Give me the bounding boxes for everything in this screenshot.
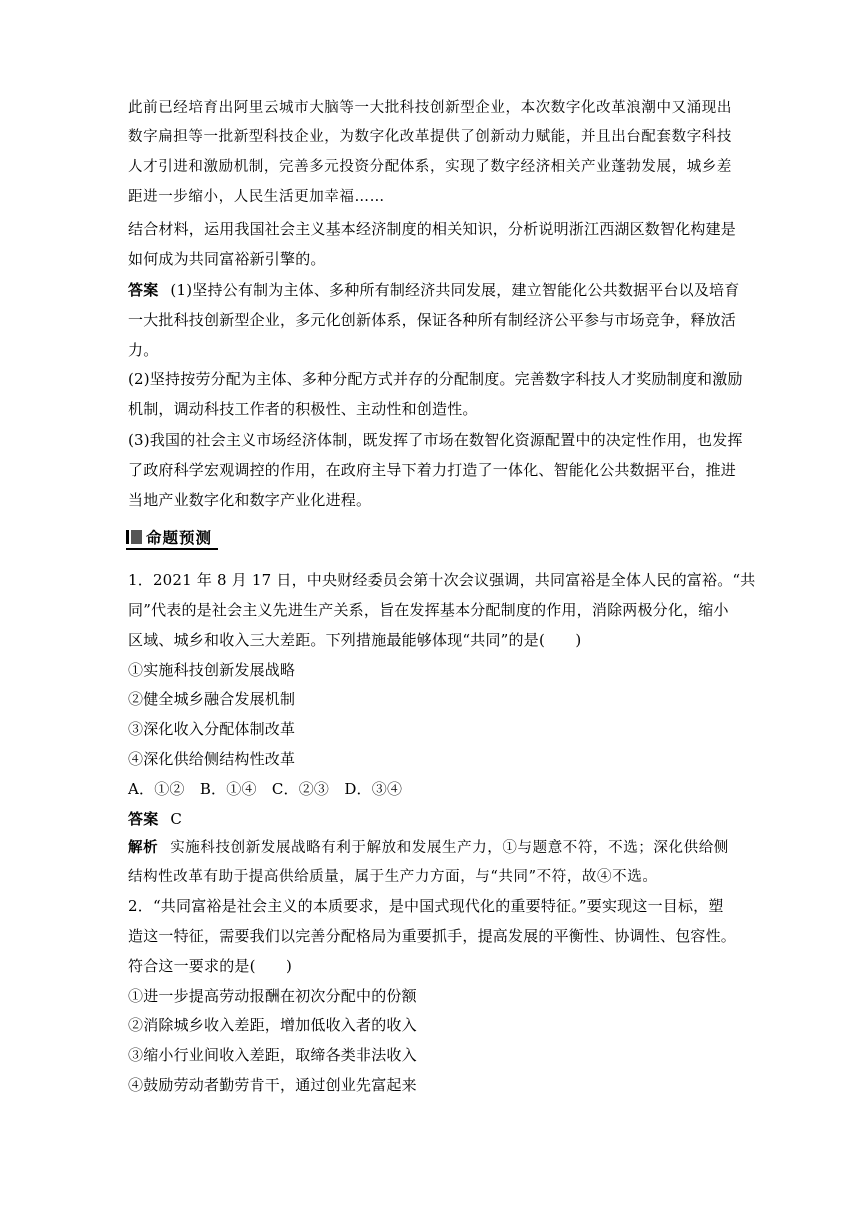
q1-option: ②健全城乡融合发展机制 [128,690,296,708]
material-line: 人才引进和激励机制，完善多元投资分配体系，实现了数字经济相关产业蓬勃发展，城乡差 [128,159,732,175]
q2-stem-line: 造这一特征，需要我们以完善分配格局为重要抓手，提高发展的平衡性、协调性、包容性。 [128,927,737,945]
question-line: 结合材料，运用我国社会主义基本经济制度的相关知识，分析说明浙江西湖区数智化构建是 [128,220,737,238]
q2-option: ④鼓励劳动者勤劳肯干，通过创业先富起来 [128,1076,417,1094]
answer-line: 机制，调动科技工作者的积极性、主动性和创造性。 [128,400,478,418]
q1-answer [128,809,182,829]
q2-option: ②消除城乡收入差距，增加低收入者的收入 [128,1016,417,1034]
question-line: 如何成为共同富裕新引擎的。 [128,250,326,268]
q1-option: ③深化收入分配体制改革 [128,720,296,738]
section-title: 命题预测 [146,529,213,547]
q1-answer-value: C [170,810,183,828]
section-header [126,526,218,550]
section-marker-icon [126,530,142,544]
q1-option: ①实施科技创新发展战略 [128,661,296,679]
answer-text: (1)坚持公有制为主体、多种所有制经济共同发展，建立智能化公共数据平台以及培育 [170,281,740,299]
answer-line: 当地产业数字化和数字产业化进程。 [128,491,372,509]
q1-analysis-label: 解析 [128,839,159,856]
material-line: 距进一步缩小，人民生活更加幸福…… [128,189,385,205]
answer-line: (2)坚持按劳分配为主体、多种分配方式并存的分配制度。完善数字科技人才奖励制度和激励 [128,370,743,388]
answer-label: 答案 [128,281,159,299]
q1-analysis [128,838,729,858]
answer-line: (3)我国的社会主义市场经济体制，既发挥了市场在数智化资源配置中的决定性作用，也发挥 [128,431,743,449]
q1-analysis-text: 实施科技创新发展战略有利于解放和发展生产力，①与题意不符，不选；深化供给侧 [170,840,729,856]
answer-line: 了政府科学宏观调控的作用，在政府主导下着力打造了一体化、智能化公共数据平台，推进 [128,461,737,479]
q1-answer-label: 答案 [128,810,159,828]
q2-stem-line: 符合这一要求的是( ) [128,957,293,975]
material-line: 此前已经培育出阿里云城市大脑等一大批科技创新型企业，本次数字化改革浪潮中又涌现出 [128,100,732,116]
q2-stem-line: 2．“共同富裕是社会主义的本质要求，是中国式现代化的重要特征。”要实现这一目标，塑 [128,897,724,915]
q1-analysis-line: 结构性改革有助于提高供给质量，属于生产力方面，与“共同”不符，故④不选。 [128,869,658,885]
q1-stem-line: 1．2021 年 8 月 17 日，中央财经委员会第十次会议强调，共同富裕是全体人民的富裕。“共 [128,571,756,589]
q1-stem-line: 同”代表的是社会主义先进生产关系，旨在发挥基本分配制度的作用，消除两极分化，缩小 [128,601,729,619]
q2-option: ①进一步提高劳动报酬在初次分配中的份额 [128,987,417,1005]
answer-line: 力。 [128,341,159,359]
answer-line: 一大批科技创新型企业，多元化创新体系，保证各种所有制经济公平参与市场竞争，释放活 [128,311,737,329]
q1-option: ④深化供给侧结构性改革 [128,750,296,768]
q1-stem-line: 区域、城乡和收入三大差距。下列措施最能够体现“共同”的是( ) [128,631,582,649]
material-line: 数字扁担等一批新型科技企业，为数字化改革提供了创新动力赋能，并且出台配套数字科技 [128,129,732,145]
q1-choices: A．①② B．①④ C．②③ D．③④ [128,780,403,798]
q2-option: ③缩小行业间收入差距，取缔各类非法收入 [128,1046,417,1064]
answer-line [128,280,739,300]
